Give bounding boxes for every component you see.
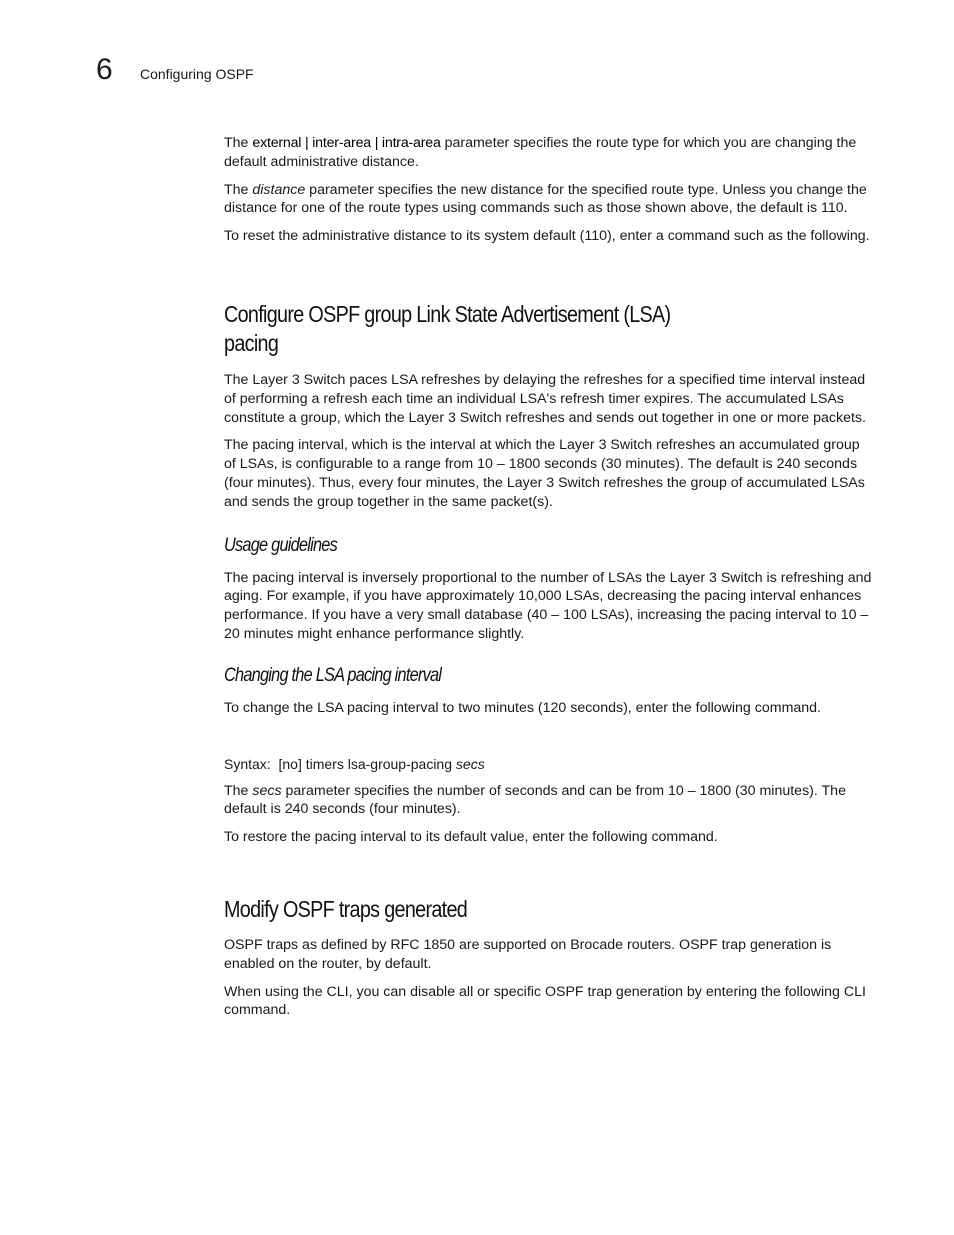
traps-paragraph-1: OSPF traps as defined by RFC 1850 are supported on Brocade routers. OSPF trap generation is enabled on the router, by default.: [224, 936, 832, 972]
chapter-title: Configuring OSPF: [140, 66, 254, 82]
syntax-command: [no] timers lsa-group-pacing: [278, 755, 453, 772]
syntax-line: [224, 755, 872, 773]
route-type-keyword: external | inter-area | intra-area: [252, 135, 441, 151]
changing-paragraph-2: The secs parameter specifies the number of seconds and can be from 10 – 1800 (30 minutes). The default is 240 seconds (four minutes).: [224, 782, 846, 818]
changing-interval-heading: Changing the LSA pacing interval: [224, 664, 442, 686]
changing-paragraph-1: To change the LSA pacing interval to two minutes (120 seconds), enter the following command.: [224, 699, 822, 716]
syntax-label: Syntax:: [224, 755, 271, 772]
usage-paragraph: The pacing interval is inversely proportional to the number of LSAs the Layer 3 Switch is refreshing and aging. For example, if you have approximately 10,000 LSAs, decreasing the pacing interval enhances performance. If you have a very small database (40 – 100 LSAs), increasing the pacing interval to 10 – 20 minutes might enhance performance slightly.: [224, 569, 872, 642]
intro-paragraph-1: The external | inter-area | intra-area parameter specifies the route type for which you are changing the default administrative distance.: [224, 135, 857, 170]
usage-guidelines-heading: Usage guidelines: [224, 534, 337, 556]
traps-paragraph-2: When using the CLI, you can disable all or specific OSPF trap generation by entering the following CLI command.: [224, 983, 866, 1019]
lsa-pacing-heading: Configure OSPF group Link State Advertisement (LSA) pacing: [224, 300, 671, 356]
distance-term: distance: [252, 181, 306, 198]
lsa-paragraph-2: The pacing interval, which is the interval at which the Layer 3 Switch refreshes an accumulated group of LSAs, is configurable to a range from 10 – 1800 seconds (30 minutes). The default is 240 seconds (four minutes). Thus, every four minutes, the Layer 3 Switch refreshes the group of accumulated LSAs and sends the group together in the same packet(s).: [224, 437, 865, 510]
intro-paragraph-2: The distance parameter specifies the new distance for the specified route type. Unless you change the distance for one of the route types using commands such as those shown above, the default is 110.: [224, 181, 867, 217]
syntax-argument: secs: [455, 755, 485, 772]
intro-paragraph-3: To reset the administrative distance to its system default (110), enter a command such as the following.: [224, 228, 870, 245]
lsa-paragraph-1: The Layer 3 Switch paces LSA refreshes by delaying the refreshes for a specified time interval instead of performing a refresh each time an individual LSA's refresh timer expires. The accumulated LSAs constitute a group, which the Layer 3 Switch refreshes and sends out together in one or more packets.: [224, 371, 866, 426]
ospf-traps-heading: Modify OSPF traps generated: [224, 895, 468, 922]
secs-term: secs: [252, 782, 282, 799]
page-body: [224, 134, 872, 1020]
changing-paragraph-3: To restore the pacing interval to its default value, enter the following command.: [224, 829, 718, 846]
chapter-number: 6: [96, 53, 113, 86]
